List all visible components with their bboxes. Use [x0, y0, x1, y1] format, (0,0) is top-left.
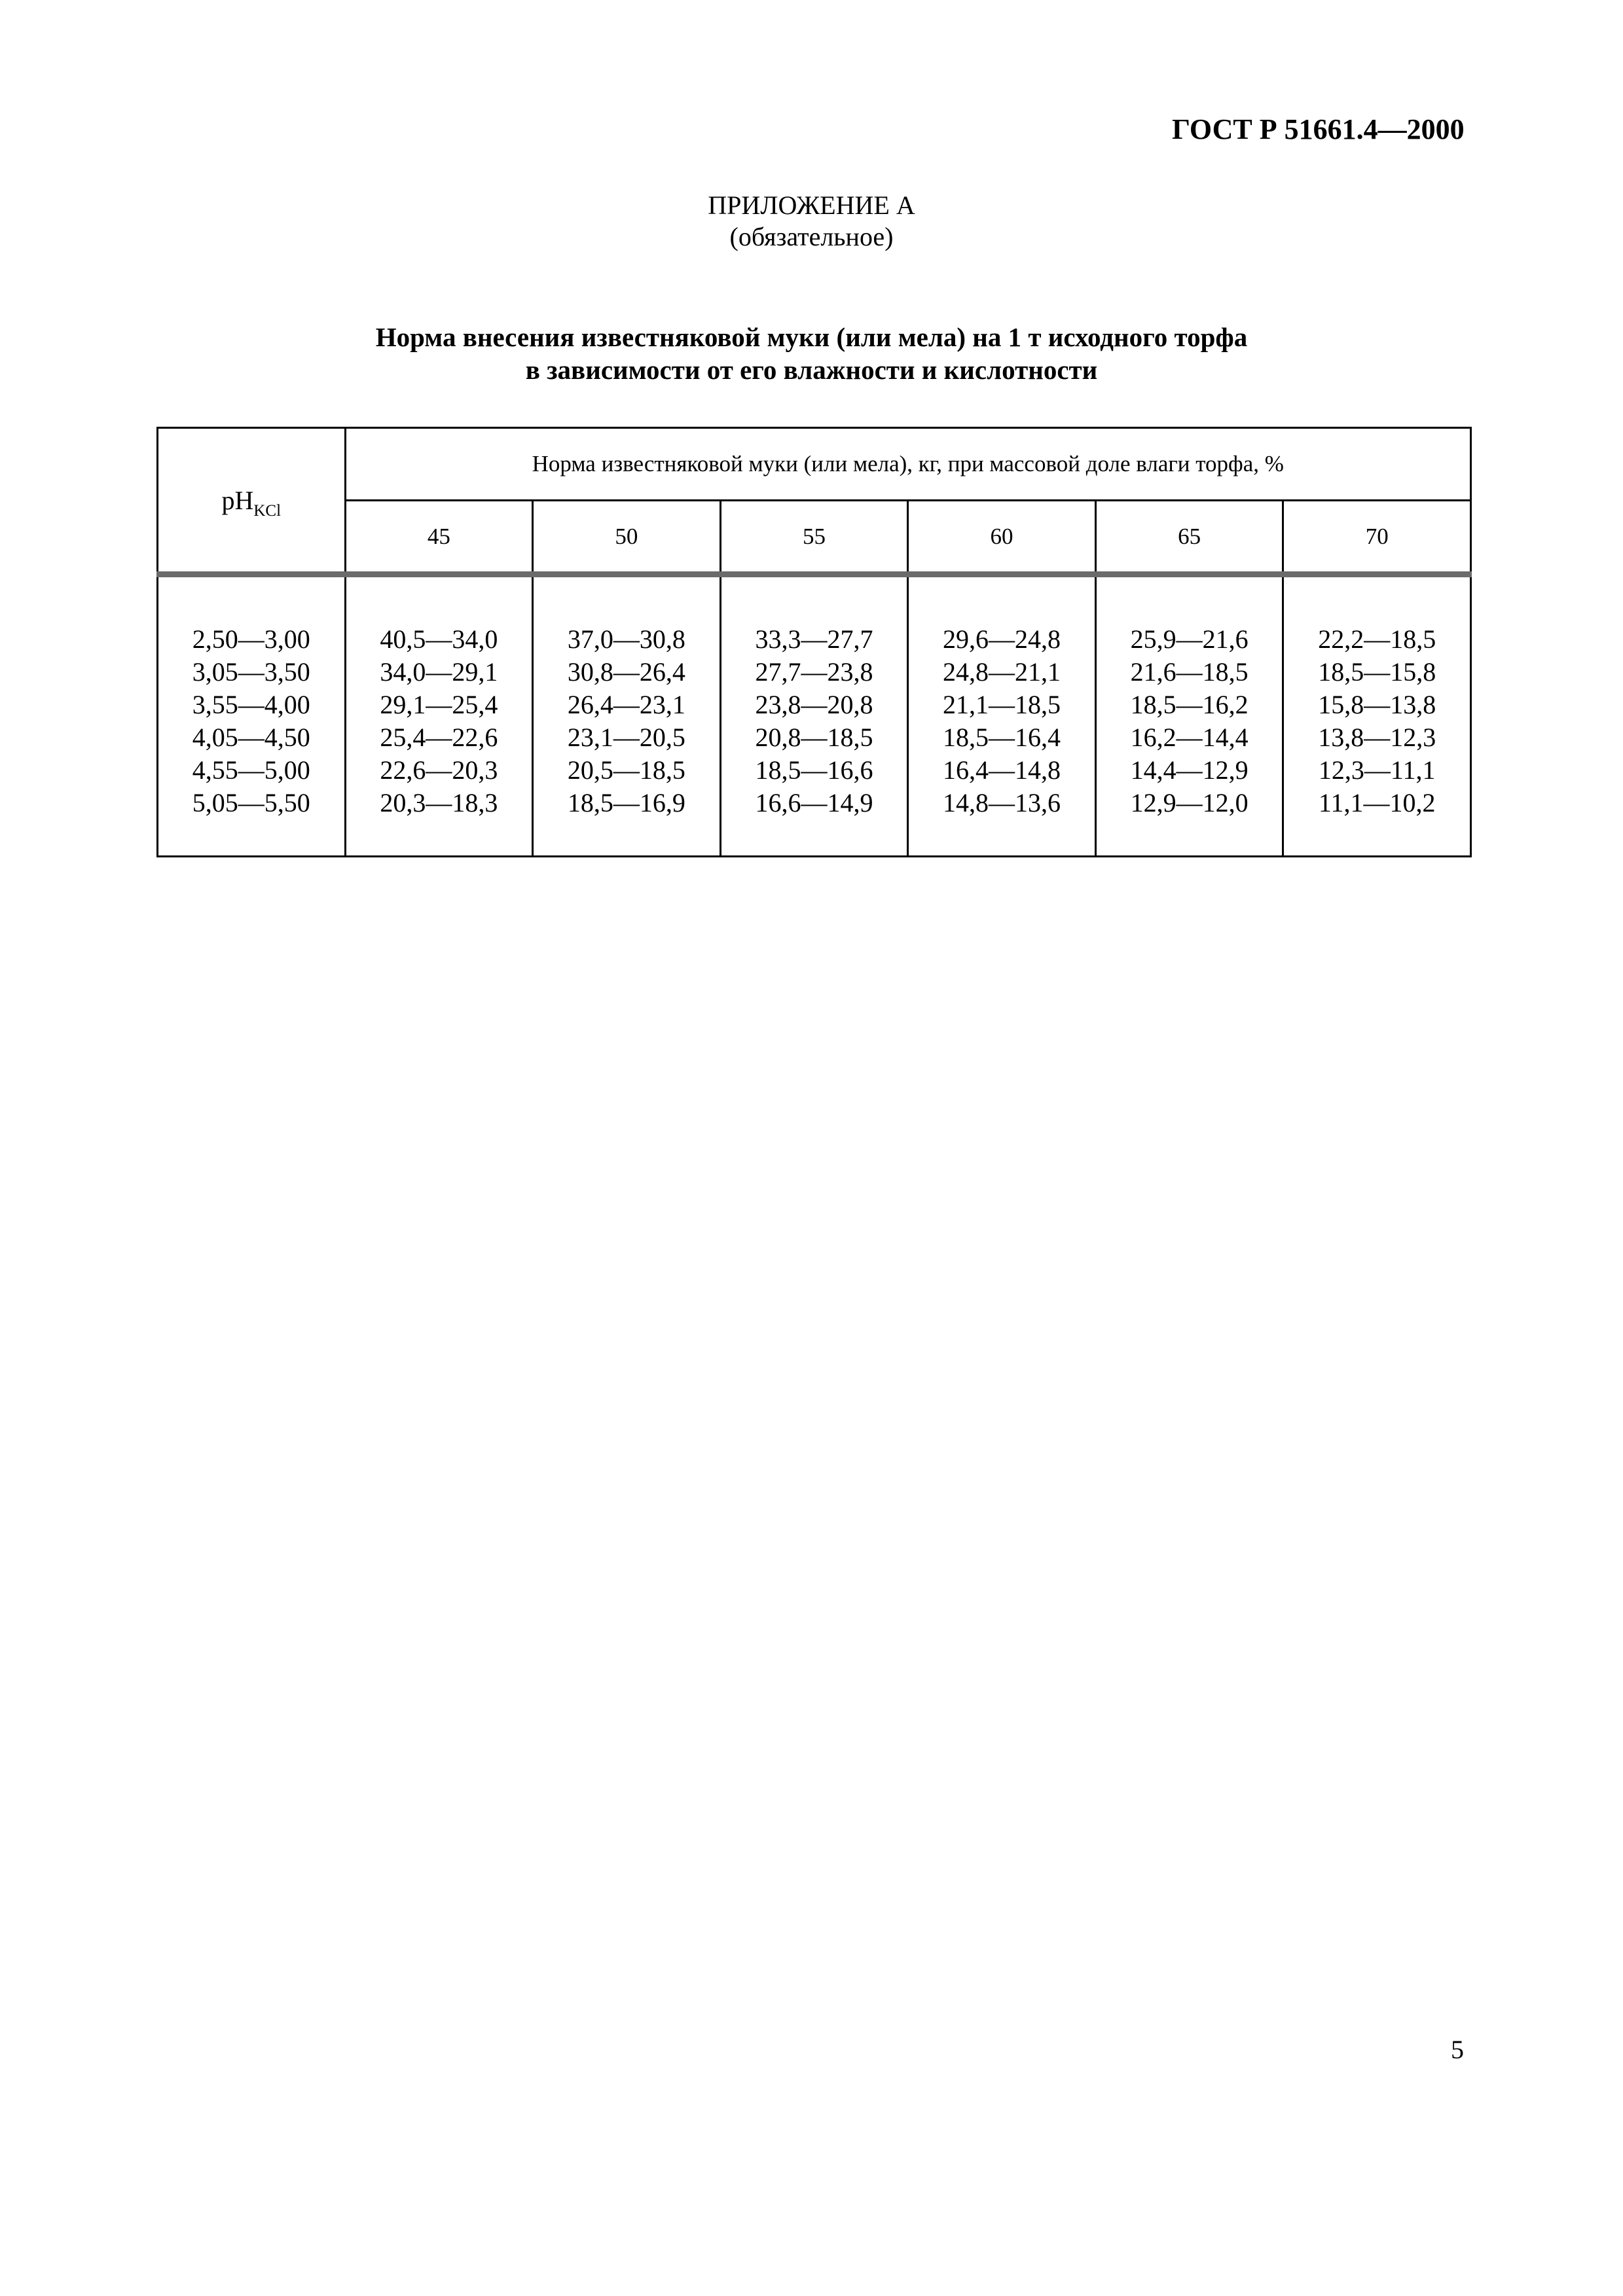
- title-line-1: Норма внесения известняковой муки (или мела) на 1 т исходного торфа: [375, 322, 1248, 352]
- ph-range: 4,55—5,00: [192, 755, 310, 785]
- value-cell: 15,8—13,8: [1318, 690, 1436, 719]
- ph-range: 3,05—3,50: [192, 657, 310, 687]
- table-header-row-2: [158, 501, 1471, 575]
- value-cell: 34,0—29,1: [380, 657, 498, 687]
- value-cell: 18,5—15,8: [1318, 657, 1436, 687]
- value-cell: 33,3—27,7: [755, 624, 873, 654]
- ph-range: 5,05—5,50: [192, 788, 310, 817]
- moisture-col-70: 70: [1283, 501, 1471, 575]
- value-cell: 29,6—24,8: [943, 624, 1061, 654]
- moisture-col-50: 50: [533, 501, 721, 575]
- values-column-60: [908, 575, 1096, 857]
- value-cell: 21,1—18,5: [943, 690, 1061, 719]
- value-cell: 29,1—25,4: [380, 690, 498, 719]
- values-column-55: [720, 575, 908, 857]
- value-cell: 23,8—20,8: [755, 690, 873, 719]
- ph-range-column: [158, 575, 346, 857]
- ph-range: 3,55—4,00: [192, 690, 310, 719]
- moisture-group-header: Норма известняковой муки (или мела), кг, при массовой доле влаги торфа, %: [345, 428, 1470, 501]
- value-cell: 26,4—23,1: [567, 690, 685, 719]
- values-column-50: [533, 575, 721, 857]
- ph-subscript: KCl: [253, 501, 282, 520]
- value-cell: 18,5—16,4: [943, 723, 1061, 752]
- value-cell: 27,7—23,8: [755, 657, 873, 687]
- title-line-2: в зависимости от его влажности и кислотности: [525, 355, 1098, 385]
- appendix-status: (обязательное): [729, 222, 894, 251]
- value-cell: 23,1—20,5: [567, 723, 685, 752]
- value-cell: 14,4—12,9: [1130, 755, 1249, 785]
- value-cell: 18,5—16,2: [1130, 690, 1249, 719]
- value-cell: 13,8—12,3: [1318, 723, 1436, 752]
- value-cell: 14,8—13,6: [943, 788, 1061, 817]
- value-cell: 11,1—10,2: [1318, 788, 1436, 817]
- standard-number: ГОСТ Р 51661.4—2000: [1172, 113, 1465, 145]
- value-cell: 21,6—18,5: [1130, 657, 1249, 687]
- values-column-65: [1095, 575, 1283, 857]
- value-cell: 30,8—26,4: [567, 657, 685, 687]
- values-column-45: [345, 575, 533, 857]
- moisture-col-45: 45: [345, 501, 533, 575]
- table-body-row: [158, 575, 1471, 857]
- value-cell: 16,4—14,8: [943, 755, 1061, 785]
- value-cell: 25,4—22,6: [380, 723, 498, 752]
- value-cell: 24,8—21,1: [943, 657, 1061, 687]
- ph-range: 2,50—3,00: [192, 624, 310, 654]
- moisture-col-60: 60: [908, 501, 1096, 575]
- table-title: [0, 321, 1623, 386]
- ph-header: [158, 428, 346, 575]
- ph-range: 4,05—4,50: [192, 723, 310, 752]
- value-cell: 22,6—20,3: [380, 755, 498, 785]
- values-column-70: [1283, 575, 1471, 857]
- ph-label: pH: [221, 485, 254, 515]
- value-cell: 20,8—18,5: [755, 723, 873, 752]
- value-cell: 25,9—21,6: [1130, 624, 1249, 654]
- value-cell: 16,2—14,4: [1130, 723, 1249, 752]
- value-cell: 20,5—18,5: [567, 755, 685, 785]
- value-cell: 12,3—11,1: [1318, 755, 1436, 785]
- value-cell: 16,6—14,9: [755, 788, 873, 817]
- value-cell: 22,2—18,5: [1318, 624, 1436, 654]
- lime-norm-table: [156, 427, 1472, 857]
- value-cell: 20,3—18,3: [380, 788, 498, 817]
- appendix-heading: [0, 190, 1623, 253]
- value-cell: 18,5—16,9: [567, 788, 685, 817]
- value-cell: 18,5—16,6: [755, 755, 873, 785]
- appendix-label: ПРИЛОЖЕНИЕ А: [708, 190, 915, 220]
- value-cell: 12,9—12,0: [1130, 788, 1249, 817]
- moisture-col-55: 55: [720, 501, 908, 575]
- page-number: 5: [1451, 2035, 1464, 2064]
- value-cell: 37,0—30,8: [567, 624, 685, 654]
- value-cell: 40,5—34,0: [380, 624, 498, 654]
- table-header-row-1: [158, 428, 1471, 501]
- moisture-col-65: 65: [1095, 501, 1283, 575]
